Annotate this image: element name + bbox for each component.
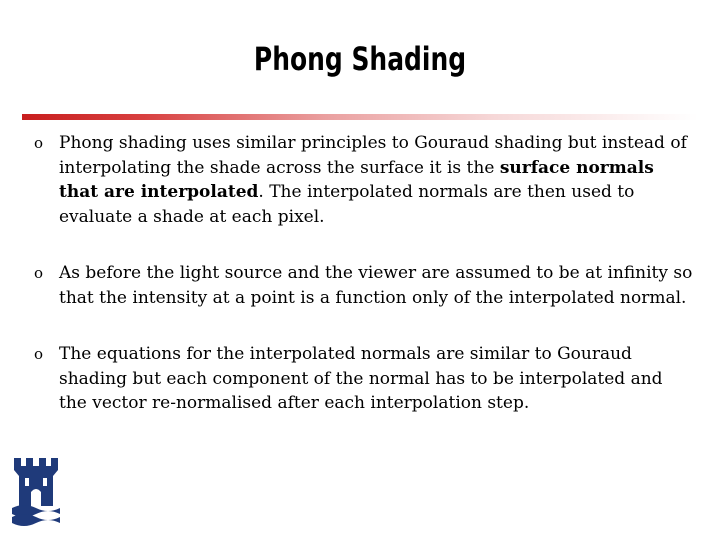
- castle-tower-logo-icon: [10, 456, 62, 526]
- bullet-item-3: [34, 342, 694, 416]
- bullet-list: [34, 131, 694, 448]
- bullet-marker: o: [34, 345, 44, 363]
- bullet-marker: o: [34, 134, 44, 152]
- bullet-1-text-before: Phong shading uses similar principles to Gouraud shading but instead of interpolating the shade across the surface it is the: [59, 133, 687, 178]
- bullet-3-text: The equations for the interpolated normals are similar to Gouraud shading but each component of the normal has to be interpolated and the vector re-normalised after each interpolation step.: [59, 344, 663, 413]
- bullet-item-2: [34, 261, 694, 310]
- bullet-2-text: As before the light source and the viewer are assumed to be at infinity so that the intensity at a point is a function only of the interpolated normal.: [59, 263, 693, 308]
- bullet-1-text-bold: surface normals that are interpolated: [59, 157, 654, 202]
- bullet-item-1: [34, 131, 694, 229]
- bullet-1-text-after: . The interpolated normals are then used to evaluate a shade at each pixel.: [59, 182, 635, 227]
- slide-title: Phong Shading: [253, 40, 467, 78]
- bullet-marker: o: [34, 264, 44, 282]
- title-underline-rule: [22, 114, 698, 120]
